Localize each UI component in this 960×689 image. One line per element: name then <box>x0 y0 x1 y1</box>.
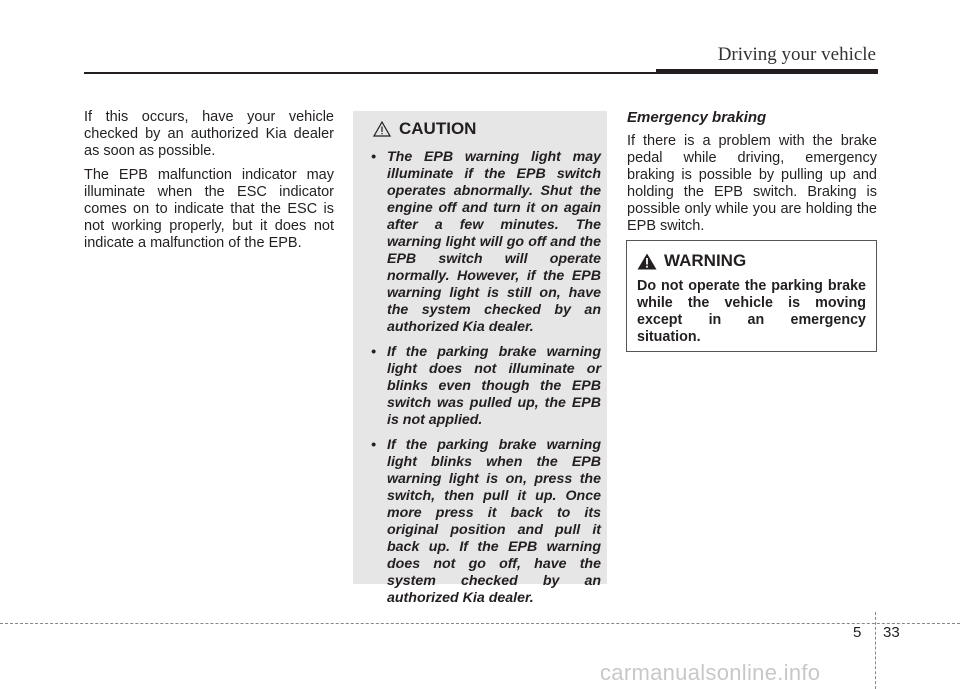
caution-list <box>367 149 601 607</box>
warning-label: WARNING <box>664 251 747 270</box>
warning-text: Do not operate the parking brake while the vehicle is moving except in an emergency situation. <box>637 278 866 345</box>
body-paragraph: The EPB malfunction indicator may illuminate when the ESC indicator comes on to indicate that the ESC is not working properly, but it does not indicate a malfunction of the EPB. <box>84 167 334 251</box>
caution-item <box>367 437 601 607</box>
page-number-divider <box>875 612 876 689</box>
warning-box <box>626 240 877 352</box>
caution-item <box>367 149 601 336</box>
page-number: 33 <box>883 624 900 641</box>
body-paragraph: If this occurs, have your vehicle checked by an authorized Kia dealer as soon as possible. <box>84 109 334 159</box>
header-title: Driving your vehicle <box>717 44 876 65</box>
bullet: • <box>371 344 376 360</box>
chapter-number: 5 <box>853 624 862 641</box>
caution-title <box>373 119 601 139</box>
body-paragraph: If there is a problem with the brake pedal while driving, emergency braking is possible by pulling up and holding the EPB switch. Braking is possible only while you are holding the EPB switch. <box>627 133 877 234</box>
section-subheading: Emergency braking <box>627 109 767 126</box>
caution-item-text: If the parking brake warning light blinks when the EPB warning light is on, press the switch, then pull it up. Once more press it back to its original position and pull it back up. If the EPB warning does not go off, have the system checked by an authorized Kia dealer. <box>387 437 601 606</box>
caution-triangle-icon <box>373 121 391 137</box>
caution-box <box>353 111 607 606</box>
warning-triangle-icon <box>637 253 657 270</box>
caution-item-text: The EPB warning light may illuminate if the EPB switch operates abnormally. Shut the engine off and turn it on again after a few minutes. The warning light will go off and the EPB switch will operate normally. However, if the EPB warning light is still on, have the system checked by an authorized Kia dealer. <box>387 149 601 335</box>
watermark: carmanualsonline.info <box>600 660 821 685</box>
caution-item-text: If the parking brake warning light does not illuminate or blinks even though the EPB switch was pulled up, the EPB is not applied. <box>387 344 601 428</box>
bullet: • <box>371 437 376 453</box>
left-column <box>84 109 334 259</box>
caution-item <box>367 344 601 429</box>
warning-title <box>637 251 866 271</box>
caution-label: CAUTION <box>399 119 477 138</box>
header-rule-accent <box>656 69 878 74</box>
right-column <box>627 109 877 242</box>
bullet: • <box>371 149 376 165</box>
footer-dashed-rule <box>0 623 960 624</box>
